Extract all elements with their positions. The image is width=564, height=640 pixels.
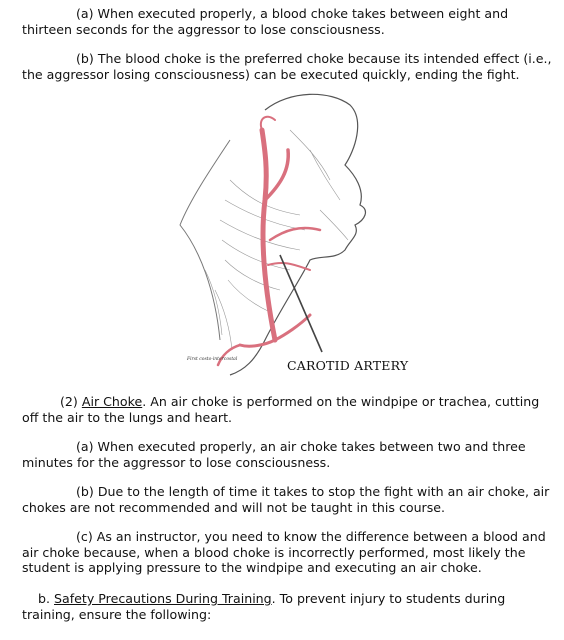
- carotid-artery-label: CAROTID ARTERY: [287, 358, 409, 373]
- paragraph-b-air-choke-not-recommended: (b) Due to the length of time it takes to stop the fight with an air choke, air chokes are not recommended and will not be taught in this course.: [22, 484, 550, 515]
- paragraph-a-blood-choke-time: (a) When executed properly, a blood choke takes between eight and thirteen seconds for the aggressor to lose consciousness.: [22, 6, 509, 37]
- air-choke-heading: Air Choke: [81, 394, 143, 409]
- safety-precautions-text: . To prevent injury to students during training, ensure the following:: [22, 591, 506, 622]
- figure-small-caption: First costo-intercostal: [187, 357, 238, 362]
- air-choke-text: . An air choke is performed on the windpipe or trachea, cutting off the air to the lungs and heart.: [22, 394, 540, 425]
- paragraph-safety-precautions: [22, 591, 552, 622]
- neck-anatomy-drawing: [170, 90, 440, 380]
- safety-precautions-heading: Safety Precautions During Training: [54, 591, 272, 606]
- safety-precautions-number: b.: [38, 591, 55, 606]
- carotid-artery-illustration: [170, 90, 440, 380]
- paragraph-c-instructor-difference: (c) As an instructor, you need to know the difference between a blood and air choke because, when a blood choke is incorrectly performed, most likely the student is applying pressure to the windpipe and executing an air choke.: [22, 529, 546, 575]
- paragraph-a-air-choke-time: (a) When executed properly, an air choke takes between two and three minutes for the aggressor to lose consciousness.: [22, 439, 526, 470]
- paragraph-air-choke: [22, 394, 552, 425]
- air-choke-number: (2): [60, 394, 82, 409]
- paragraph-b-blood-choke-preferred: (b) The blood choke is the preferred choke because its intended effect (i.e., the aggressor losing consciousness) can be executed quickly, ending the fight.: [22, 51, 552, 82]
